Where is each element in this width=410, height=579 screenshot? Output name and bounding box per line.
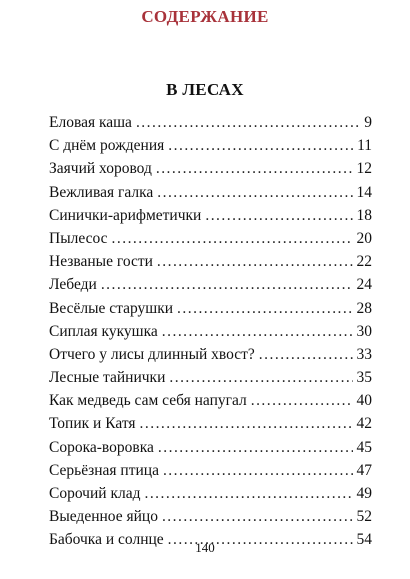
toc-entry[interactable] — [49, 137, 372, 160]
dot-leader — [259, 346, 353, 364]
toc-entry-page: 49 — [356, 485, 372, 502]
toc-entry[interactable] — [49, 369, 372, 392]
toc-entry-title: Отчего у лисы длинный хвост? — [49, 345, 255, 363]
toc-entry-title: С днём рождения — [49, 137, 165, 155]
toc-entry-title: Незваные гости — [49, 253, 153, 271]
toc-entry-page: 20 — [356, 229, 372, 247]
toc-entry-title: Сорочий клад — [49, 485, 141, 502]
toc-entry-title: Как медведь сам себя напугал — [49, 392, 247, 410]
toc-entry[interactable] — [49, 300, 372, 323]
toc-entry-title: Весёлые старушки — [49, 299, 174, 317]
toc-entry-title: Еловая каша — [49, 114, 132, 131]
toc-entry[interactable] — [49, 253, 372, 276]
toc-entry-title: Вежливая галка — [49, 183, 154, 201]
toc-entry-title: Сиплая кукушка — [49, 322, 158, 340]
dot-leader — [101, 276, 353, 294]
toc-entry-page: 22 — [356, 253, 372, 271]
dot-leader — [157, 184, 352, 202]
toc-entry-page: 45 — [356, 438, 372, 456]
toc-entry[interactable] — [49, 462, 372, 485]
toc-entry-page: 52 — [356, 508, 372, 526]
toc-entry-title: Бабочка и солнце — [49, 531, 164, 549]
toc-entry-page: 18 — [356, 206, 372, 224]
toc-entry[interactable] — [49, 184, 372, 207]
toc-entry-title: Сорока-воровка — [49, 438, 154, 456]
dot-leader — [205, 207, 352, 225]
dot-leader — [158, 439, 353, 457]
dot-leader — [144, 485, 352, 503]
toc-entry-title: Серьёзная птица — [49, 461, 159, 479]
toc-entry-title: Лесные тайнички — [49, 369, 166, 387]
dot-leader — [177, 300, 352, 318]
toc-entry[interactable] — [49, 485, 372, 508]
dot-leader — [163, 462, 353, 480]
toc-entry-title: Лебеди — [49, 276, 97, 294]
toc-entry[interactable] — [49, 207, 372, 230]
toc-entry-page: 40 — [356, 392, 372, 410]
toc-entry-title: Заячий хоровод — [49, 160, 152, 178]
toc-entry-page: 28 — [356, 299, 372, 317]
toc-entry[interactable] — [49, 346, 372, 369]
toc-entry-page: 33 — [356, 345, 372, 363]
toc-entry-page: 24 — [356, 276, 372, 294]
toc-entry-title: Топик и Катя — [49, 415, 136, 433]
dot-leader — [168, 137, 353, 155]
dot-leader — [251, 392, 353, 410]
toc-entry[interactable] — [49, 230, 372, 253]
toc-entry-page: 35 — [356, 369, 372, 387]
dot-leader — [136, 114, 360, 132]
toc-entry[interactable] — [49, 439, 372, 462]
toc-entry[interactable] — [49, 323, 372, 346]
toc-entry-page: 54 — [356, 531, 372, 549]
dot-leader — [112, 230, 353, 248]
page-number: 140 — [195, 540, 215, 555]
dot-leader — [140, 415, 353, 433]
dot-leader — [162, 508, 353, 526]
dot-leader — [157, 253, 353, 271]
toc-entry[interactable] — [49, 114, 372, 137]
table-of-contents — [49, 114, 372, 555]
contents-heading: СОДЕРЖАНИЕ — [141, 7, 269, 26]
toc-entry-page: 47 — [356, 461, 372, 479]
toc-entry-page: 12 — [356, 160, 372, 178]
dot-leader — [156, 160, 353, 178]
dot-leader — [169, 369, 352, 387]
toc-entry[interactable] — [49, 160, 372, 183]
toc-entry-page: 9 — [364, 114, 372, 131]
toc-entry-title: Выеденное яйцо — [49, 508, 158, 526]
toc-entry[interactable] — [49, 392, 372, 415]
toc-entry-page: 30 — [356, 322, 372, 340]
section-heading: В ЛЕСАХ — [166, 80, 244, 99]
toc-entry-page: 11 — [357, 137, 372, 155]
toc-entry-title: Пылесос — [49, 229, 108, 247]
dot-leader — [162, 323, 353, 341]
toc-entry-page: 14 — [356, 183, 372, 201]
toc-entry-title: Синички-арифметички — [49, 206, 202, 224]
toc-entry-page: 42 — [356, 415, 372, 433]
toc-entry[interactable] — [49, 508, 372, 531]
toc-entry[interactable] — [49, 415, 372, 438]
toc-entry[interactable] — [49, 276, 372, 299]
